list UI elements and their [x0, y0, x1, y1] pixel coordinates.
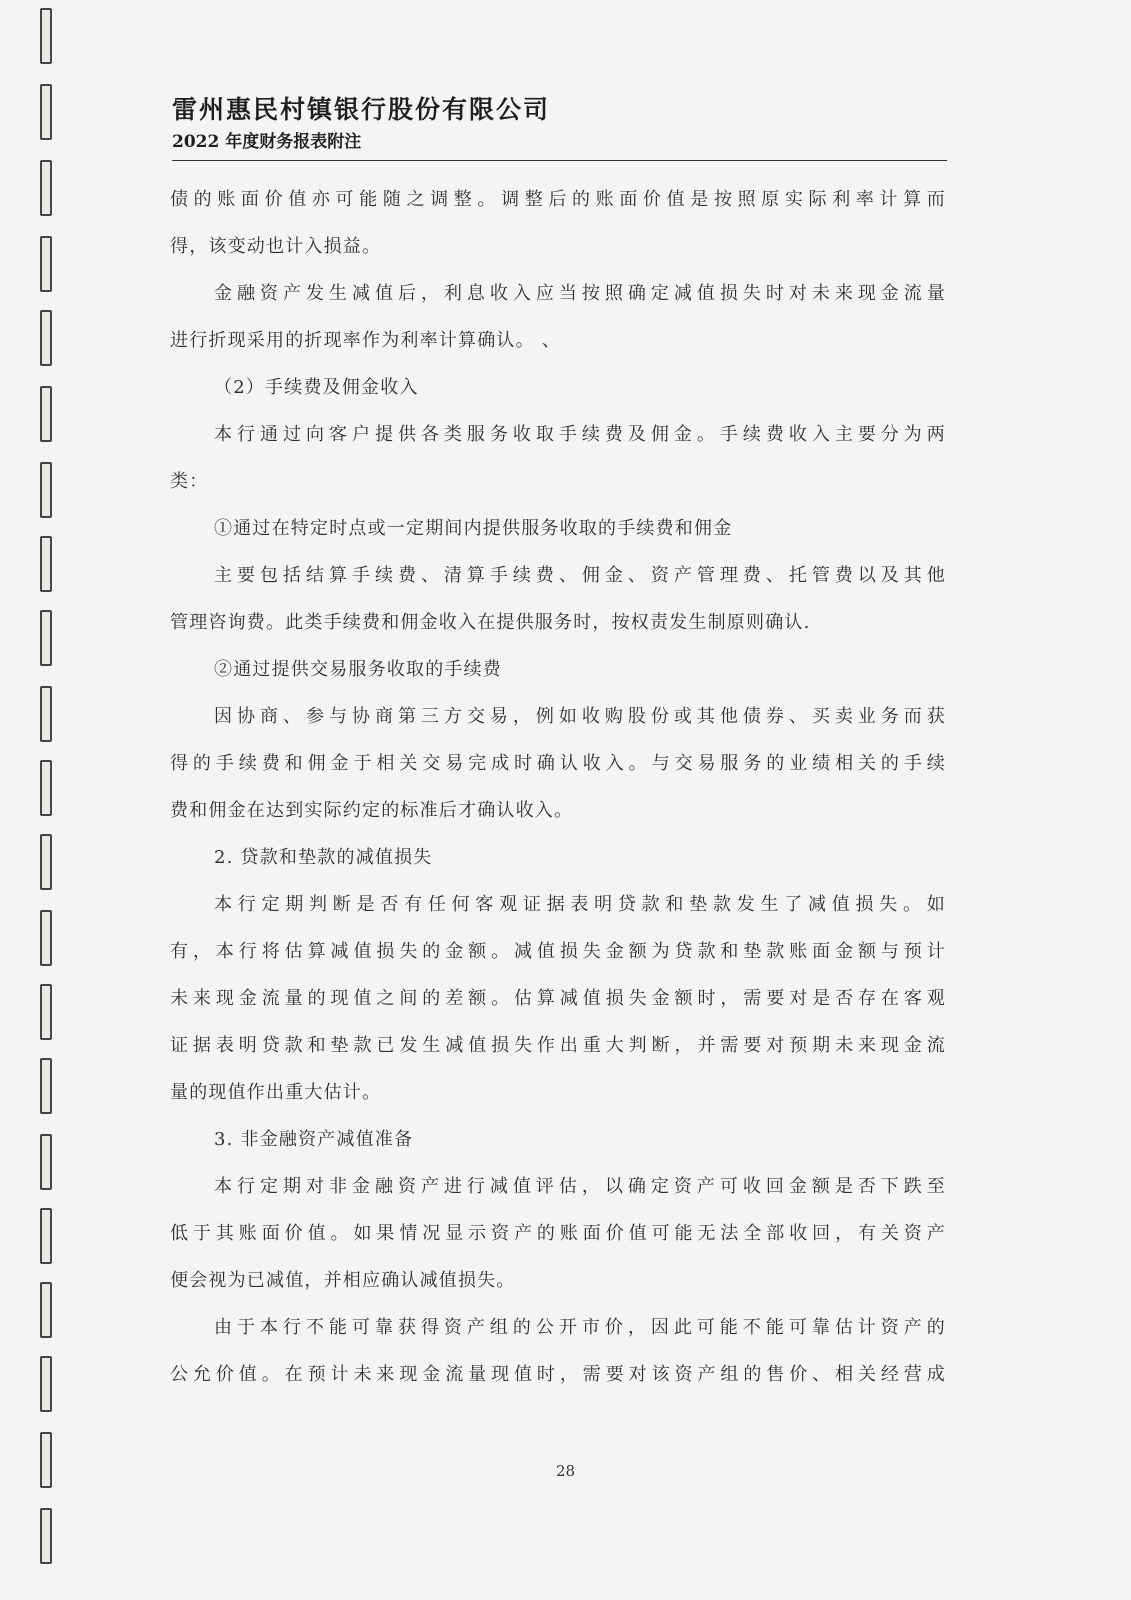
binding-hole-mark: [40, 1508, 52, 1564]
body-text-line: 由于本行不能可靠获得资产组的公开市价，因此可能不能可靠估计资产的: [214, 1317, 946, 1338]
body-text-line: 有，本行将估算减值损失的金额。减值损失金额为贷款和垫款账面金额与预计: [170, 941, 946, 962]
body-text-line: 证据表明贷款和垫款已发生减值损失作出重大判断，并需要对预期未来现金流: [170, 1035, 946, 1056]
binding-hole-mark: [40, 536, 52, 592]
body-text-line: 得的手续费和佣金于相关交易完成时确认收入。与交易服务的业绩相关的手续: [170, 753, 946, 774]
body-text-line: （2）手续费及佣金收入: [214, 377, 419, 398]
binding-hole-mark: [40, 610, 52, 666]
binding-hole-mark: [40, 236, 52, 292]
body-text-line: 本行定期判断是否有任何客观证据表明贷款和垫款发生了减值损失。如: [214, 894, 946, 915]
body-text-line: 主要包括结算手续费、清算手续费、佣金、资产管理费、托管费以及其他: [214, 565, 946, 586]
body-text-line: 未来现金流量的现值之间的差额。估算减值损失金额时，需要对是否存在客观: [170, 988, 946, 1009]
binding-hole-mark: [40, 8, 52, 64]
binding-hole-mark: [40, 1208, 52, 1264]
body-text-line: 债的账面价值亦可能随之调整。调整后的账面价值是按照原实际利率计算而: [170, 189, 946, 210]
binding-hole-mark: [40, 386, 52, 442]
binding-hole-mark: [40, 310, 52, 366]
binding-hole-mark: [40, 1134, 52, 1190]
header-rule: [172, 160, 947, 161]
binding-hole-mark: [40, 910, 52, 966]
binding-margin: [30, 0, 60, 1600]
page-header: [172, 92, 947, 156]
body-text-line: 低于其账面价值。如果情况显示资产的账面价值可能无法全部收回，有关资产: [170, 1223, 946, 1244]
body-text-line: 费和佣金在达到实际约定的标准后才确认收入。: [170, 800, 574, 821]
binding-hole-mark: [40, 462, 52, 518]
body-text-line: 量的现值作出重大估计。: [170, 1082, 382, 1103]
body-text-line: 本行通过向客户提供各类服务收取手续费及佣金。手续费收入主要分为两: [214, 424, 946, 445]
binding-hole-mark: [40, 760, 52, 816]
body-text-line: 3. 非金融资产减值准备: [214, 1129, 414, 1150]
body-text-line: 便会视为已减值，并相应确认减值损失。: [170, 1270, 516, 1291]
binding-hole-mark: [40, 1058, 52, 1114]
binding-hole-mark: [40, 686, 52, 742]
body-text-line: 本行定期对非金融资产进行减值评估，以确定资产可收回金额是否下跌至: [214, 1176, 946, 1197]
body-text-line: 管理咨询费。此类手续费和佣金收入在提供服务时，按权责发生制原则确认.: [170, 612, 811, 633]
body-text-line: 金融资产发生减值后，利息收入应当按照确定减值损失时对未来现金流量: [214, 283, 946, 304]
body-text-line: 2. 贷款和垫款的减值损失: [214, 847, 433, 868]
binding-hole-mark: [40, 984, 52, 1040]
document-body: [170, 176, 946, 1398]
binding-hole-mark: [40, 1356, 52, 1412]
body-text-line: 类：: [170, 471, 209, 492]
body-text-line: ②通过提供交易服务收取的手续费: [214, 659, 502, 680]
page-number: 28: [555, 1462, 576, 1480]
body-text-line: 公允价值。在预计未来现金流量现值时，需要对该资产组的售价、相关经营成: [170, 1364, 946, 1385]
report-subtitle: 2022 年度财务报表附注: [172, 132, 362, 152]
company-name: 雷州惠民村镇银行股份有限公司: [172, 95, 551, 124]
body-text-line: 进行折现采用的折现率作为利率计算确认。 、: [170, 330, 561, 351]
binding-hole-mark: [40, 834, 52, 890]
body-text-line: ①通过在特定时点或一定期间内提供服务收取的手续费和佣金: [214, 518, 733, 539]
binding-hole-mark: [40, 84, 52, 140]
body-text-line: 因协商、参与协商第三方交易，例如收购股份或其他债券、买卖业务而获: [214, 706, 946, 727]
body-text-line: 得，该变动也计入损益。: [170, 236, 382, 257]
binding-hole-mark: [40, 160, 52, 216]
binding-hole-mark: [40, 1282, 52, 1338]
